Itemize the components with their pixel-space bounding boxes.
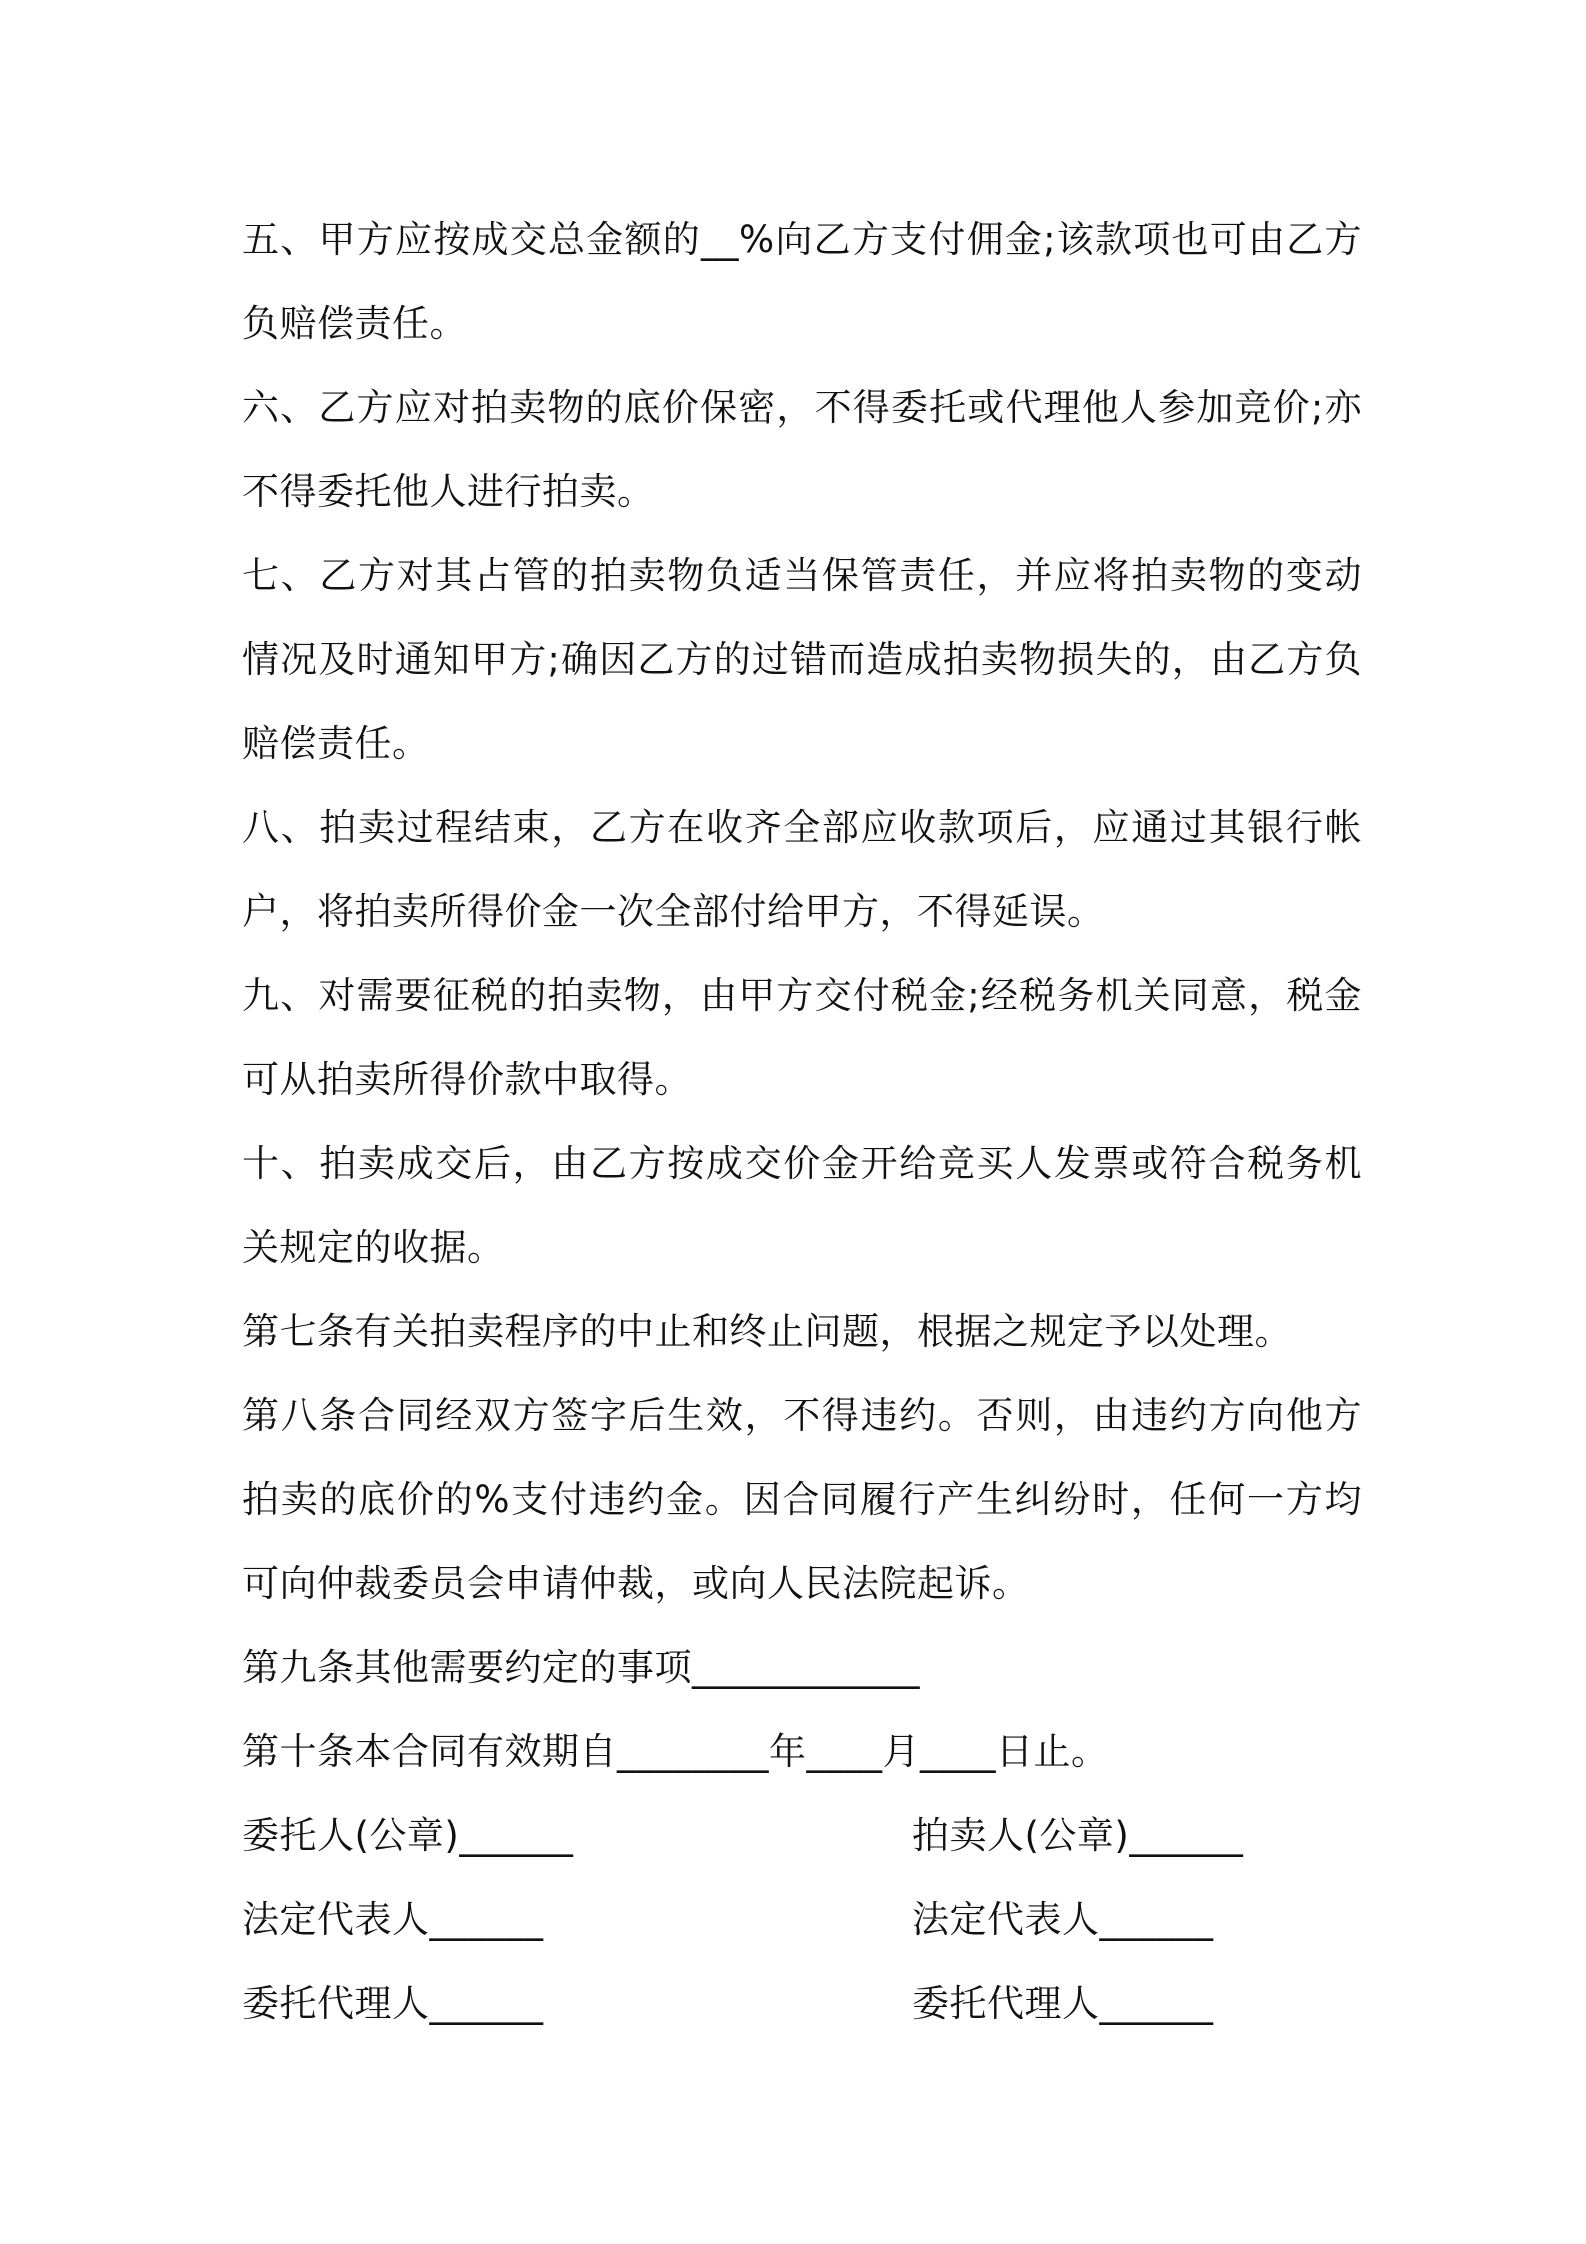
clause-9: 九、对需要征税的拍卖物，由甲方交付税金;经税务机关同意，税金可从拍卖所得价款中取得。 — [242, 974, 1362, 1101]
auctioneer-legal-rep-field: 法定代表人______ — [912, 1898, 1214, 1941]
clause-8: 八、拍卖过程结束，乙方在收齐全部应收款项后，应通过其银行帐户，将拍卖所得价金一次全部付给甲方，不得延误。 — [242, 806, 1362, 933]
clause-5: 五、甲方应按成交总金额的__%向乙方支付佣金;该款项也可由乙方负赔偿责任。 — [242, 218, 1362, 345]
article-9: 第九条其他需要约定的事项____________ — [242, 1646, 920, 1689]
principal-legal-rep-field: 法定代表人______ — [242, 1898, 544, 1941]
auctioneer-agent-field: 委托代理人______ — [912, 1982, 1214, 2025]
signature-row-legal-rep — [242, 1878, 1362, 1962]
clause-10: 十、拍卖成交后，由乙方按成交价金开给竞买人发票或符合税务机关规定的收据。 — [242, 1142, 1362, 1269]
document-body — [242, 198, 1362, 2046]
principal-agent-field: 委托代理人______ — [242, 1982, 544, 2025]
article-7: 第七条有关拍卖程序的中止和终止问题，根据之规定予以处理。 — [242, 1310, 1292, 1353]
article-10: 第十条本合同有效期自________年____月____日止。 — [242, 1730, 1109, 1773]
signature-row-seal — [242, 1794, 1362, 1878]
signature-row-agent — [242, 1962, 1362, 2046]
clause-6: 六、乙方应对拍卖物的底价保密，不得委托或代理他人参加竞价;亦不得委托他人进行拍卖。 — [242, 386, 1362, 513]
article-8: 第八条合同经双方签字后生效，不得违约。否则，由违约方向他方拍卖的底价的%支付违约金。因合同履行产生纠纷时，任何一方均可向仲裁委员会申请仲裁，或向人民法院起诉。 — [242, 1394, 1362, 1605]
clause-7: 七、乙方对其占管的拍卖物负适当保管责任，并应将拍卖物的变动情况及时通知甲方;确因乙方的过错而造成拍卖物损失的，由乙方负赔偿责任。 — [242, 554, 1362, 765]
auctioneer-seal-field: 拍卖人(公章)______ — [912, 1814, 1244, 1857]
principal-seal-field: 委托人(公章)______ — [242, 1814, 574, 1857]
